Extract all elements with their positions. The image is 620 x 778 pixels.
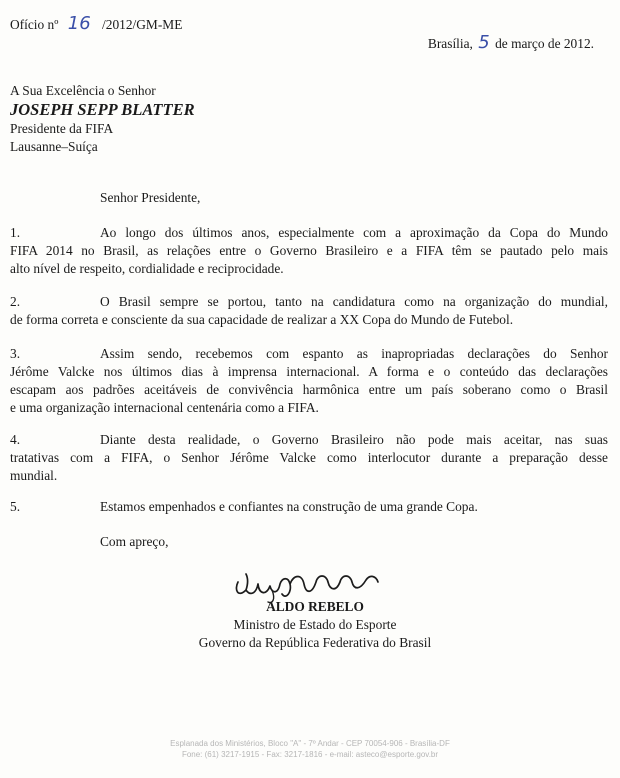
signatory-name: ALDO REBELO (266, 599, 364, 614)
date-place: Brasília, (427, 36, 473, 51)
paragraph-line: tratativas com a FIFA, o Senhor Jérôme Valcke como interlocutor durante a preparação desse (10, 450, 608, 465)
paragraph-2 (10, 293, 608, 329)
paragraph-number: 4. (10, 432, 21, 447)
office-suffix: /2012/GM-ME (102, 17, 183, 32)
paragraph-number: 5. (10, 499, 21, 514)
letterhead-footer (0, 738, 620, 760)
paragraph-line: mundial. (10, 468, 58, 483)
paragraph-line: escapam aos padrões aceitáveis de convivência harmônica entre um país soberano como o Brasil (10, 382, 608, 397)
paragraph-number: 1. (10, 225, 21, 240)
signatory-government: Governo da República Federativa do Brasil (198, 635, 432, 650)
paragraph-line: Ao longo dos últimos anos, especialmente com a aproximação da Copa do Mundo (100, 225, 608, 240)
paragraph-line: Diante desta realidade, o Governo Brasileiro não pode mais aceitar, nas suas (100, 432, 608, 447)
signatory-block (150, 598, 480, 652)
signatory-title: Ministro de Estado do Esporte (233, 617, 397, 632)
recipient-name: JOSEPH SEPP BLATTER (10, 100, 195, 119)
office-prefix: Ofício nº (10, 17, 59, 32)
paragraph-line: Estamos empenhados e confiantes na construção de uma grande Copa. (100, 499, 478, 514)
paragraph-line: Jérôme Valcke nos últimos dias à imprensa internacional. A forma e o conteúdo das declarações (10, 364, 608, 379)
paragraph-number: 3. (10, 346, 21, 361)
greeting: Senhor Presidente, (100, 190, 201, 205)
paragraph-line: alto nível de respeito, cordialidade e reciprocidade. (10, 261, 284, 276)
office-number-line (10, 13, 182, 34)
paragraph-line: de forma correta e consciente da sua capacidade de realizar a XX Copa do Mundo de Futebol. (10, 312, 514, 327)
paragraph-1 (10, 224, 608, 278)
date-day-handwritten: 5 (478, 32, 490, 53)
footer-contact: Fone: (61) 3217-1915 - Fax: 3217-1816 - e-mail: asteco@esporte.gov.br (181, 750, 439, 759)
paragraph-5 (10, 498, 608, 516)
paragraph-3 (10, 345, 608, 417)
office-number-handwritten: 16 (67, 13, 91, 34)
recipient-location: Lausanne–Suíça (10, 139, 98, 154)
paragraph-line: FIFA 2014 no Brasil, as relações entre o Governo Brasileiro e a FIFA têm se pautado pelo mais (10, 243, 608, 258)
paragraph-number: 2. (10, 294, 21, 309)
date-line (428, 32, 594, 53)
closing: Com apreço, (100, 534, 169, 549)
date-rest: de março de 2012. (495, 36, 594, 51)
recipient-role: Presidente da FIFA (10, 121, 114, 136)
paragraph-line: Assim sendo, recebemos com espanto as inapropriadas declarações do Senhor (100, 346, 608, 361)
recipient-salutation: A Sua Excelência o Senhor (10, 83, 156, 98)
paragraph-4 (10, 431, 608, 485)
recipient-block (10, 82, 195, 156)
paragraph-line: O Brasil sempre se portou, tanto na candidatura como na organização do mundial, (100, 294, 608, 309)
paragraph-line: e uma organização internacional centenária como a FIFA. (10, 400, 319, 415)
footer-address: Esplanada dos Ministérios, Bloco "A" - 7º Andar - CEP 70054-906 - Brasília-DF (170, 739, 450, 748)
